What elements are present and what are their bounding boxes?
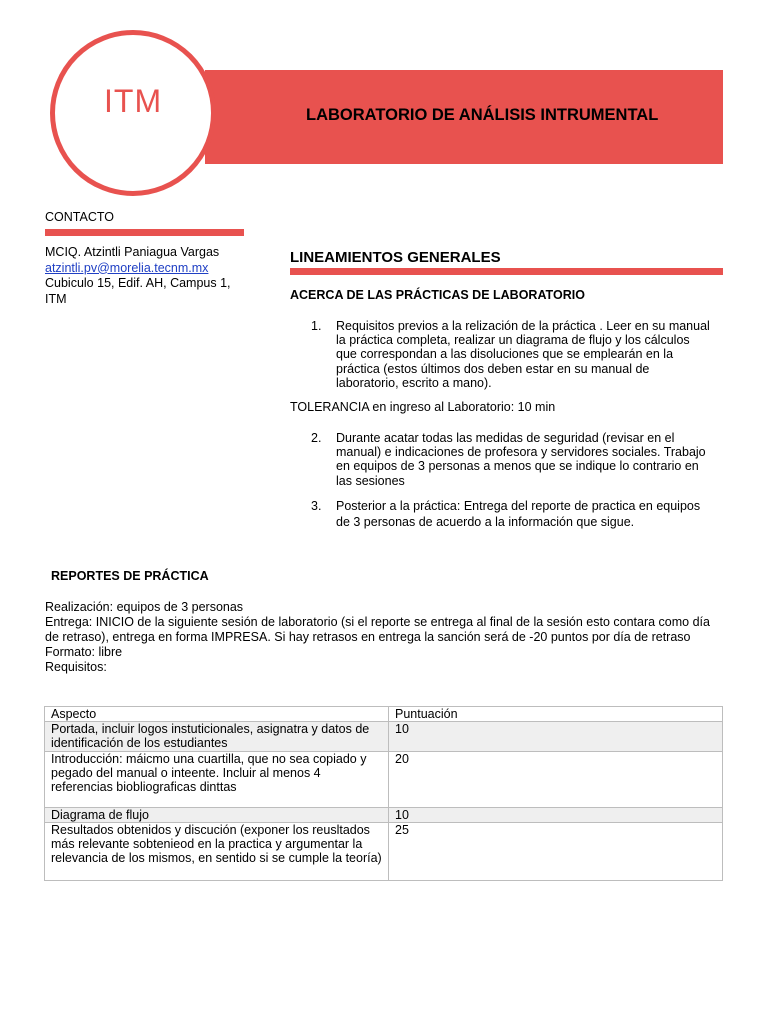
list-item-text [336, 498, 700, 530]
list-item-line: manual) e indicaciones de profesora y servidores sociales. Trabajo [336, 445, 706, 460]
reports-heading: REPORTES DE PRÁCTICA [51, 569, 209, 583]
table-header-cell: Aspecto [45, 707, 389, 722]
list-item-text [336, 431, 706, 488]
contact-divider [45, 229, 244, 236]
list-item-line: la práctica completa, realizar un diagrama de flujo y los cálculos [336, 333, 690, 348]
contact-address-line2: ITM [45, 291, 67, 306]
table-row [45, 751, 723, 807]
table-header-row [45, 707, 723, 722]
tolerance-text: TOLERANCIA en ingreso al Laboratorio: 10 min [290, 400, 556, 414]
list-item-line: en equipos de 3 personas a menos que se indique lo contrario en [336, 459, 699, 474]
list-item-line: de 3 personas de acuerdo a la información que sigue. [336, 515, 635, 529]
list-item-text [336, 319, 710, 390]
list-item-line: Posterior a la práctica: Entrega del reporte de practica en equipos [336, 499, 701, 513]
list-item-line: las sesiones [336, 473, 405, 488]
guidelines-divider [290, 268, 723, 275]
contact-address-line1: Cubiculo 15, Edif. AH, Campus 1, [45, 276, 231, 290]
contact-email-link[interactable]: atzintli.pv@morelia.tecnm.mx [45, 260, 209, 275]
table-row [45, 807, 723, 822]
list-item-line: que correspondan a las disoluciones que se emplearán en la [336, 347, 674, 362]
table-cell-aspect: Resultados obtenidos y discución (exponer los reusltados más relevante sobtenieod en la practica y argumentar la relevancia de los mismos, en sentido si se cumple la teoría) [45, 822, 389, 880]
document-title: LABORATORIO DE ANÁLISIS INTRUMENTAL [306, 106, 659, 124]
table-cell-score: 20 [389, 751, 723, 807]
list-item-number: 1. [311, 319, 322, 333]
table-row [45, 822, 723, 880]
table-header-cell: Puntuación [389, 707, 723, 722]
list-item-line: Requisitos previos a la relización de la práctica . Leer en su manual [336, 319, 710, 333]
reports-body [45, 600, 725, 675]
table-cell-aspect: Portada, incluir logos instuticionales, asignatra y datos de identificación de los estudiantes [45, 722, 389, 751]
list-item-line: Durante acatar todas las medidas de seguridad (revisar en el [336, 431, 675, 445]
requisitos-text: Requisitos: [45, 660, 107, 674]
table-cell-aspect: Introducción: máicmo una cuartilla, que no sea copiado y pegado del manual o inteente. Incluir al menos 4 referencias biobliograficas dinttas [45, 751, 389, 807]
realizacion-text: Realización: equipos de 3 personas [45, 600, 244, 614]
logo-text: ITM [104, 83, 163, 119]
practices-subheading: ACERCA DE LAS PRÁCTICAS DE LABORATORIO [290, 288, 585, 302]
contact-block [45, 245, 231, 307]
list-item-line: práctica (estos últimos dos deben estar en su manual de [336, 361, 650, 376]
contact-name: MCIQ. Atzintli Paniagua Vargas [45, 245, 220, 259]
list-item-line: laboratorio, escrito a mano). [336, 375, 492, 390]
contact-label: CONTACTO [45, 210, 114, 224]
table-cell-score: 10 [389, 722, 723, 751]
formato-text: Formato: libre [45, 645, 123, 659]
requirements-table [44, 706, 723, 881]
entrega-text: Entrega: INICIO de la siguiente sesión de laboratorio (si el reporte se entrega al final de la sesión esto contara como día de retraso), entrega en forma IMPRESA. Si hay retrasos en entrega la sanción será de -20 puntos por día de retraso [45, 615, 710, 644]
list-item-number: 3. [311, 499, 322, 513]
table-cell-score: 10 [389, 807, 723, 822]
list-item-number: 2. [311, 431, 322, 445]
guidelines-heading: LINEAMIENTOS GENERALES [290, 249, 501, 266]
table-cell-score: 25 [389, 822, 723, 880]
table-cell-aspect: Diagrama de flujo [45, 807, 389, 822]
table-row [45, 722, 723, 751]
